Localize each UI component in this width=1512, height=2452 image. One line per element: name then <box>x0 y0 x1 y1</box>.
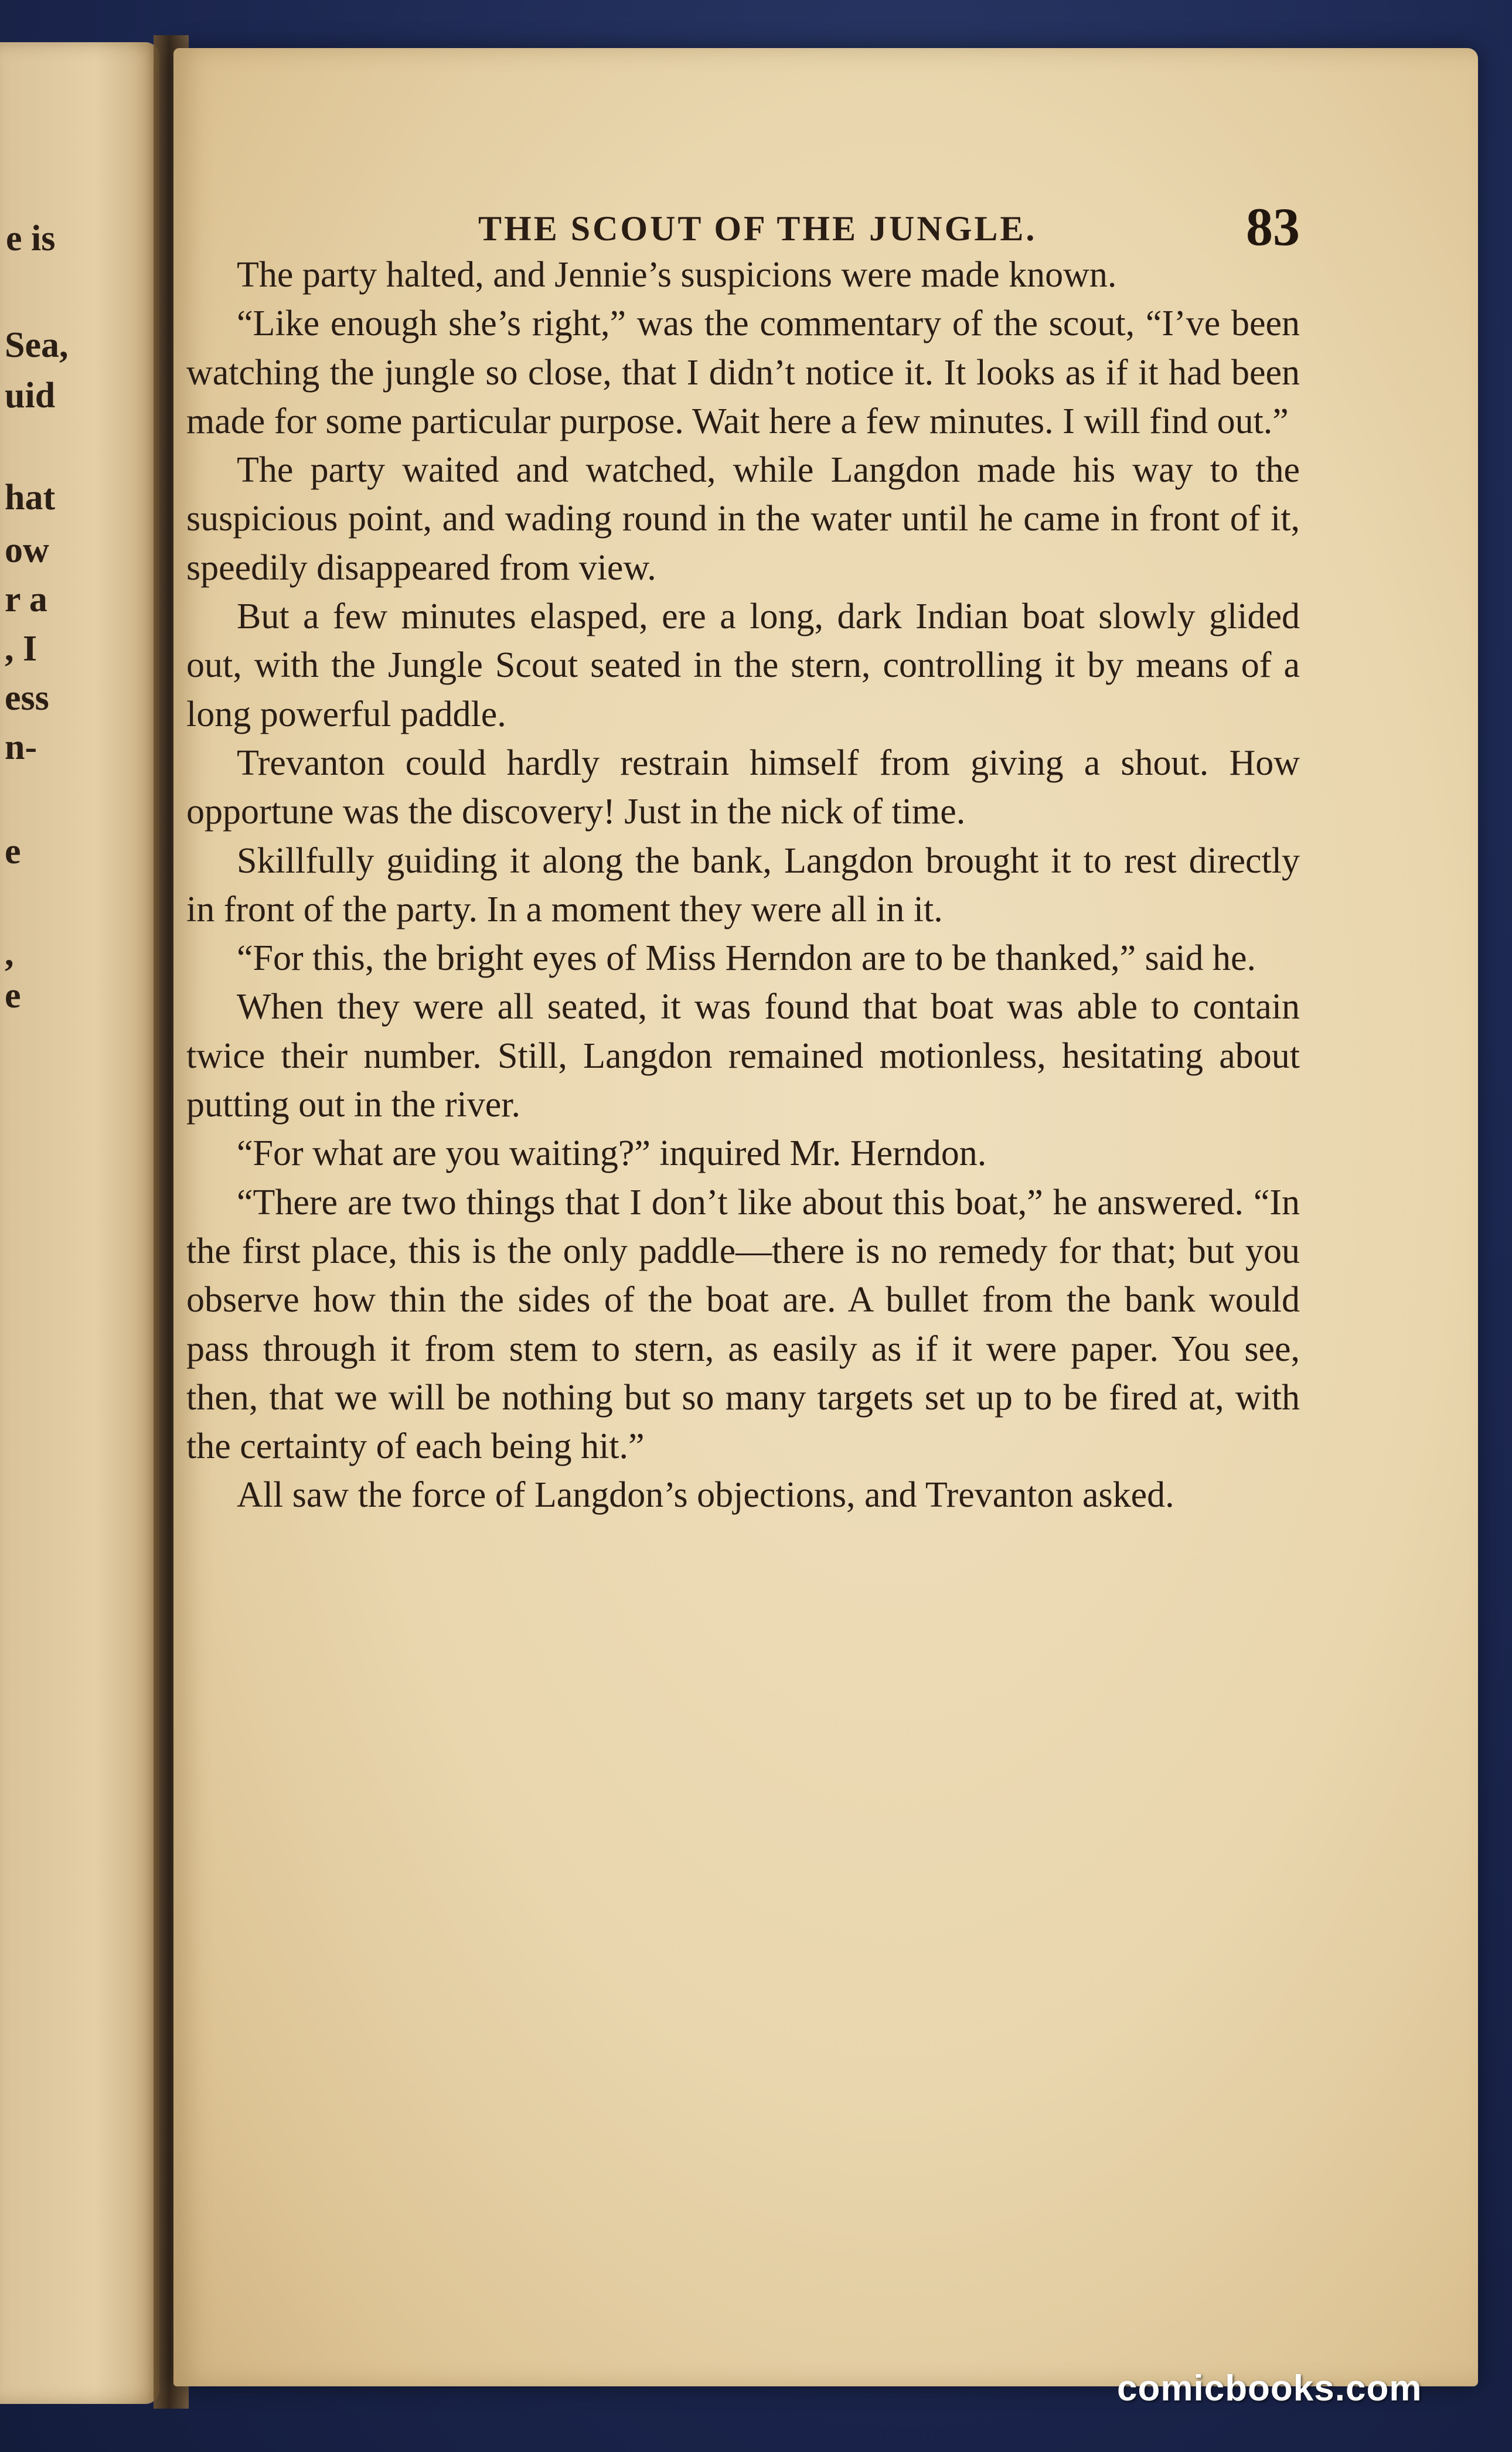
paragraph: The party halted, and Jennie’s suspicions were made known. <box>237 255 1117 295</box>
left-page-edge <box>0 42 159 2404</box>
left-page-fragment: n- <box>5 727 38 767</box>
paragraph: Trevanton could hardly restrain himself from giving a shout. How opportune was the discovery! Just in the nick of time. <box>186 743 1300 832</box>
left-page-fragment: e <box>5 832 21 871</box>
left-page-fragment: , I <box>5 629 38 669</box>
paragraph: “Like enough she’s right,” was the commentary of the scout, “I’ve been watching the jungle so close, that I didn’t notice it. It looks as if it had been made for some particular purpose. Wait here a few minutes. I will find out.” <box>186 304 1300 441</box>
page-number: 83 <box>1246 197 1300 257</box>
page-body <box>186 251 1300 1520</box>
left-page-fragment: hat <box>5 478 56 517</box>
left-page-fragment: e <box>5 976 21 1016</box>
paragraph: But a few minutes elasped, ere a long, dark Indian boat slowly glided out, with the Jungle Scout seated in the stern, controlling it by means of a long powerful paddle. <box>186 597 1300 734</box>
paragraph: The party waited and watched, while Langdon made his way to the suspicious point, and wading round in the water until he came in front of it, speedily disappeared from view. <box>186 450 1300 588</box>
paragraph: “For this, the bright eyes of Miss Herndon are to be thanked,” said he. <box>237 938 1256 979</box>
left-page-fragment: ow <box>5 530 49 570</box>
left-page-fragment: uid <box>5 376 56 416</box>
left-page-fragment: , <box>5 934 14 973</box>
watermark: comicbooks.com <box>1117 2368 1422 2409</box>
paragraph: “For what are you waiting?” inquired Mr. Herndon. <box>237 1133 987 1174</box>
paragraph: When they were all seated, it was found that boat was able to contain twice their number. Still, Langdon remained motionless, hesitating about putting out in the river. <box>186 987 1300 1125</box>
paragraph: Skillfully guiding it along the bank, Langdon brought it to rest directly in front of the party. In a moment they were all in it. <box>186 840 1300 929</box>
left-page-fragment: r a <box>5 580 47 619</box>
running-head: THE SCOUT OF THE JUNGLE. <box>478 209 1037 248</box>
paragraph: “There are two things that I don’t like about this boat,” he answered. “In the first place, this is the only paddle—there is no remedy for that; but you observe how thin the sides of the boat are. A bullet from the bank would pass through it from stem to stern, as easily as if it were paper. You see, then, that we will be nothing but so many targets set up to be fired at, with the certainty of each being hit.” <box>186 1182 1300 1467</box>
left-page-fragment: Sea, <box>5 325 69 365</box>
left-page-fragment: ess <box>5 678 49 718</box>
left-page-fragment: e is <box>6 219 56 258</box>
paragraph: All saw the force of Langdon’s objections, and Trevanton asked. <box>237 1475 1174 1516</box>
